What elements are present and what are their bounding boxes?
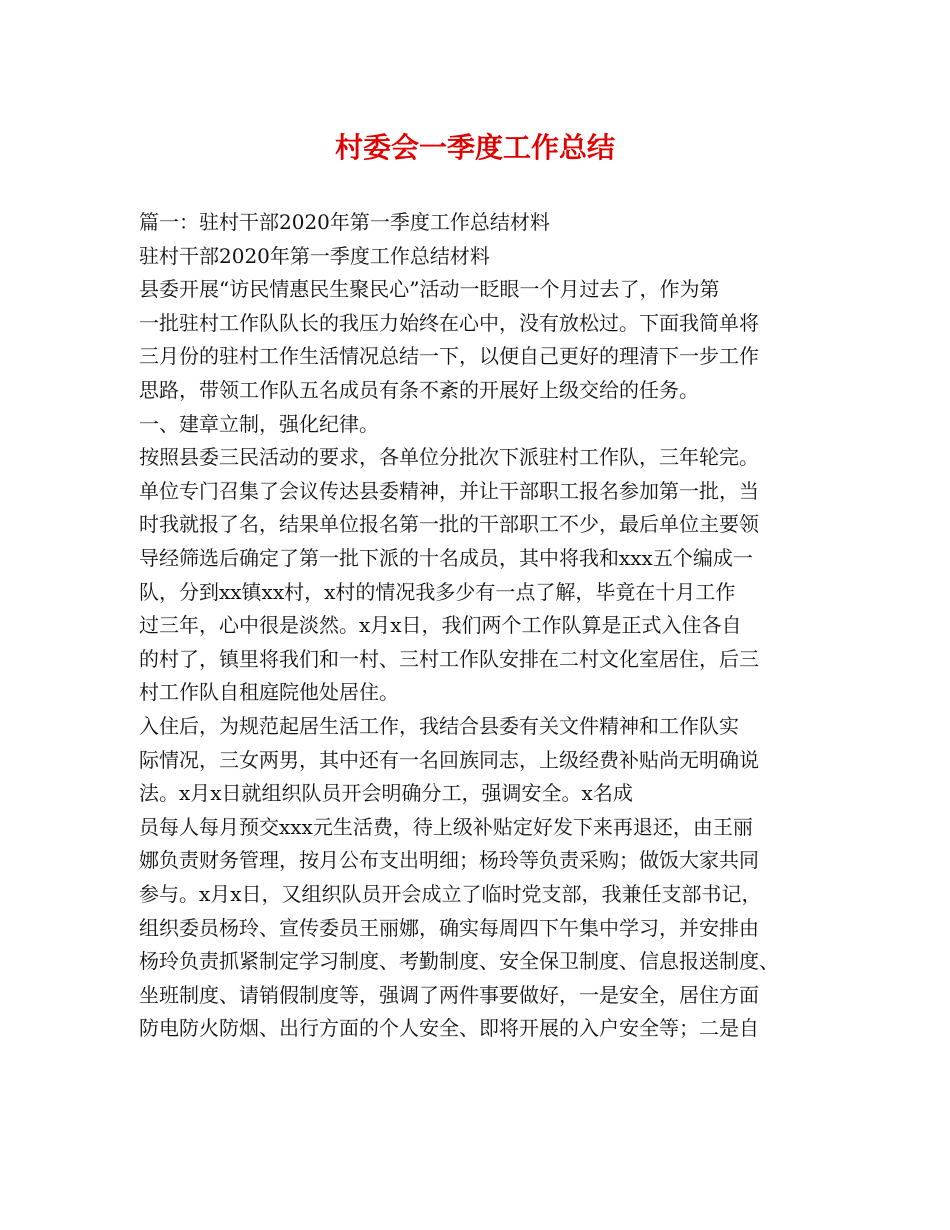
text-line: 娜负责财务管理，按月公布支出明细；杨玲等负责采购；做饭大家共同	[139, 848, 759, 873]
text-line: 入住后，为规范起居生活工作，我结合县委有关文件精神和工作队实	[139, 714, 739, 738]
text-line: 村工作队自租庭院他处居住。	[139, 680, 399, 705]
text-line: 驻村干部2020年第一季度工作总结材料	[139, 243, 490, 268]
text-line: 一批驻村工作队队长的我压力始终在心中，没有放松过。下面我简单将	[139, 310, 759, 335]
document-title: 村委会一季度工作总结	[334, 131, 615, 164]
text-line: 思路，带领工作队五名成员有条不紊的开展好上级交给的任务。	[139, 378, 699, 402]
text-line: 篇一：驻村干部2020年第一季度工作总结材料	[139, 210, 550, 234]
text-line: 际情况，三女两男，其中还有一名回族同志，上级经费补贴尚无明确说	[139, 747, 759, 772]
text-line: 过三年，心中很是淡然。x月x日，我们两个工作队算是正式入住各自	[139, 613, 742, 638]
text-line: 一、建章立制，强化纪律。	[139, 411, 379, 436]
text-line: 坐班制度、请销假制度等，强调了两件事要做好，一是安全，居住方面	[139, 982, 759, 1007]
text-line: 县委开展“访民情惠民生聚民心”活动一眨眼一个月过去了，作为第	[139, 277, 720, 302]
text-line: 队，分到xx镇xx村，x村的情况我多少有一点了解，毕竟在十月工作	[139, 579, 736, 604]
text-line: 防电防火防烟、出行方面的个人安全、即将开展的入户安全等；二是自	[139, 1016, 759, 1041]
text-line: 的村了，镇里将我们和一村、三村工作队安排在二村文化室居住，后三	[139, 646, 759, 671]
text-line: 组织委员杨玲、宣传委员王丽娜，确实每周四下午集中学习，并安排由	[139, 915, 759, 940]
text-line: 杨玲负责抓紧制定学习制度、考勤制度、安全保卫制度、信息报送制度、	[139, 949, 779, 974]
text-line: 时我就报了名，结果单位报名第一批的干部职工不少，最后单位主要领	[139, 512, 759, 537]
text-line: 员每人每月预交xxx元生活费，待上级补贴定好发下来再退还，由王丽	[139, 814, 753, 839]
text-line: 参与。x月x日，又组织队员开会成立了临时党支部，我兼任支部书记，	[139, 882, 762, 906]
text-line: 三月份的驻村工作生活情况总结一下，以便自己更好的理清下一步工作	[139, 344, 759, 369]
text-line: 按照县委三民活动的要求，各单位分批次下派驻村工作队，三年轮完。	[139, 445, 759, 470]
text-line: 导经筛选后确定了第一批下派的十名成员，其中将我和xxx五个编成一	[139, 546, 753, 570]
text-line: 单位专门召集了会议传达县委精神，并让干部职工报名参加第一批，当	[139, 478, 759, 503]
text-line: 法。x月x日就组织队员开会明确分工，强调安全。x名成	[139, 781, 633, 806]
